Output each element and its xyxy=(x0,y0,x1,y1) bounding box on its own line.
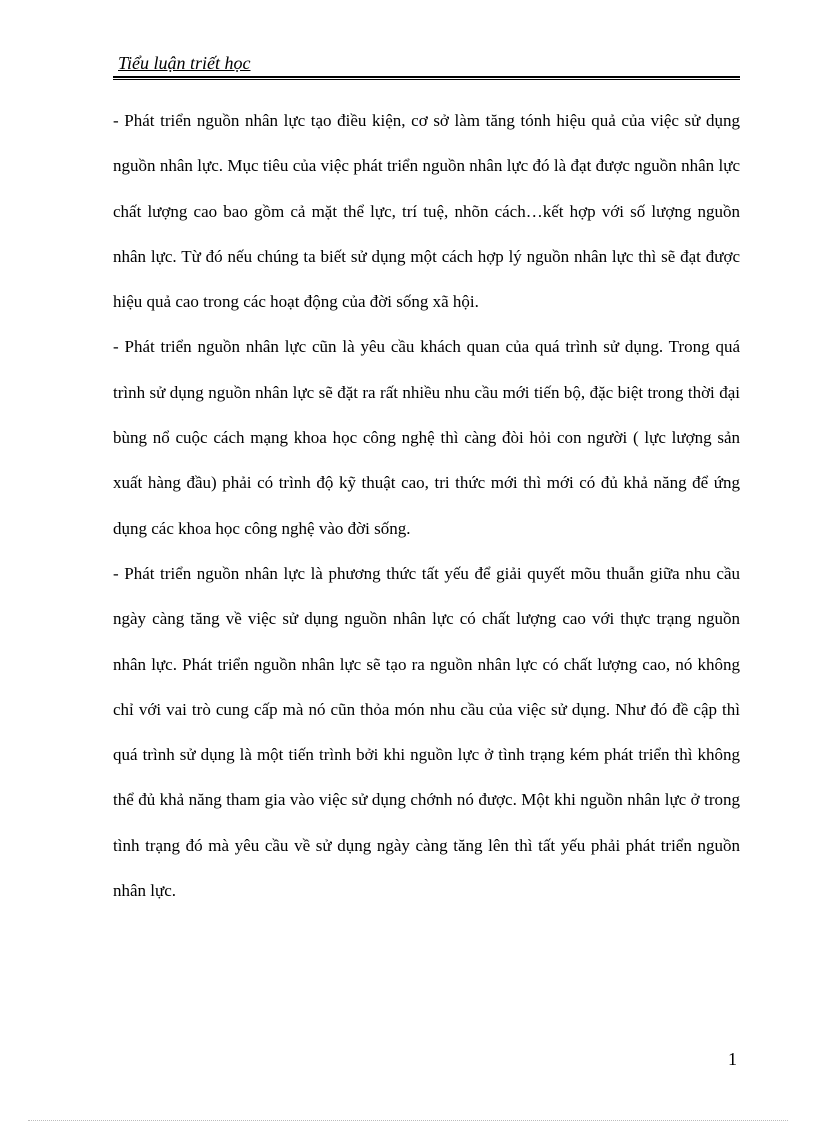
paragraph-1: - Phát triển nguồn nhân lực tạo điều kiện, cơ sở làm tăng tónh hiệu quả của việc sử dụng nguồn nhân lực. Mục tiêu của việc phát triển nguồn nhân lực đó là đạt được nguồn nhân lực chất lượng cao bao gồm cả mặt thể lực, trí tuệ, nhõn cách…kết hợp với số lượng nguồn nhân lực. Từ đó nếu chúng ta biết sử dụng một cách hợp lý nguồn nhân lực thì sẽ đạt được hiệu quả cao trong các hoạt động của đời sống xã hội. xyxy=(113,111,740,312)
page-bottom-divider xyxy=(28,1120,788,1121)
page-number: 1 xyxy=(728,1049,737,1069)
paragraph-3: - Phát triển nguồn nhân lực là phương thức tất yếu để giải quyết mõu thuẫn giữa nhu cầu ngày càng tăng về việc sử dụng nguồn nhân lực có chất lượng cao với thực trạng nguồn nhân lực. Phát triển nguồn nhân lực sẽ tạo ra nguồn nhân lực có chất lượng cao, nó không chỉ với vai trò cung cấp mà nó cũn thỏa món nhu cầu của việc sử dụng. Như đó đề cập thì quá trình sử dụng là một tiến trình bởi khi nguồn lực ở tình trạng kém phát triển thì không thể đủ khả năng tham gia vào việc sử dụng chớnh nó được. Một khi nguồn nhân lực ở trong tình trạng đó mà yêu cầu về sử dụng ngày càng tăng lên thì tất yếu phải phát triển nguồn nhân lực. xyxy=(113,563,740,901)
page-header xyxy=(113,52,740,78)
document-body xyxy=(113,98,740,913)
paragraph-2: - Phát triển nguồn nhân lực cũn là yêu cầu khách quan của quá trình sử dụng. Trong quá trình sử dụng nguồn nhân lực sẽ đặt ra rất nhiều nhu cầu mới tiến bộ, đặc biệt trong thời đại bùng nổ cuộc cách mạng khoa học công nghệ thì càng đòi hỏi con người ( lực lượng sản xuất hàng đầu) phải có trình độ kỹ thuật cao, tri thức mới thì mới có đủ khả năng để ứng dụng các khoa học công nghệ vào đời sống. xyxy=(113,337,740,538)
header-title: Tiểu luận triết học xyxy=(118,53,251,73)
